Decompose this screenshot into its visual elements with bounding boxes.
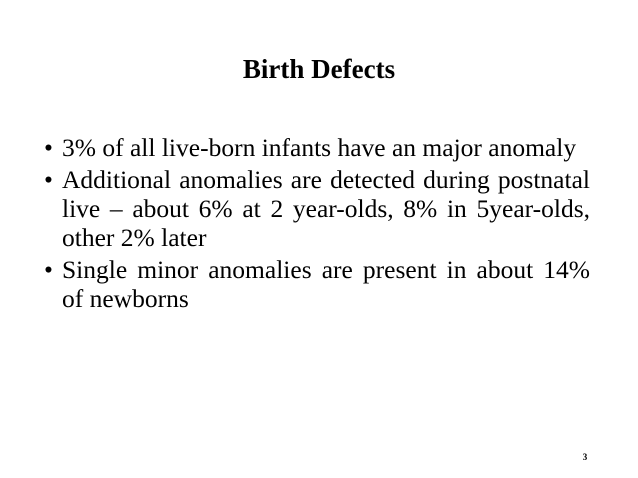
bullet-marker: • [44, 255, 53, 284]
bullet-item [44, 255, 590, 313]
page-number: 3 [582, 452, 588, 462]
bullet-list [44, 133, 590, 316]
bullet-marker: • [44, 133, 53, 162]
bullet-item [44, 133, 590, 162]
bullet-text: Single minor anomalies are present in about 14% of newborns [62, 255, 590, 313]
slide-title: Birth Defects [242, 54, 396, 84]
bullet-text: 3% of all live-born infants have an major anomaly [62, 133, 577, 162]
bullet-marker: • [44, 165, 53, 194]
bullet-item [44, 165, 590, 252]
bullet-text: Additional anomalies are detected during postnatal live – about 6% at 2 year-olds, 8% in 5year-olds, other 2% later [62, 165, 590, 252]
